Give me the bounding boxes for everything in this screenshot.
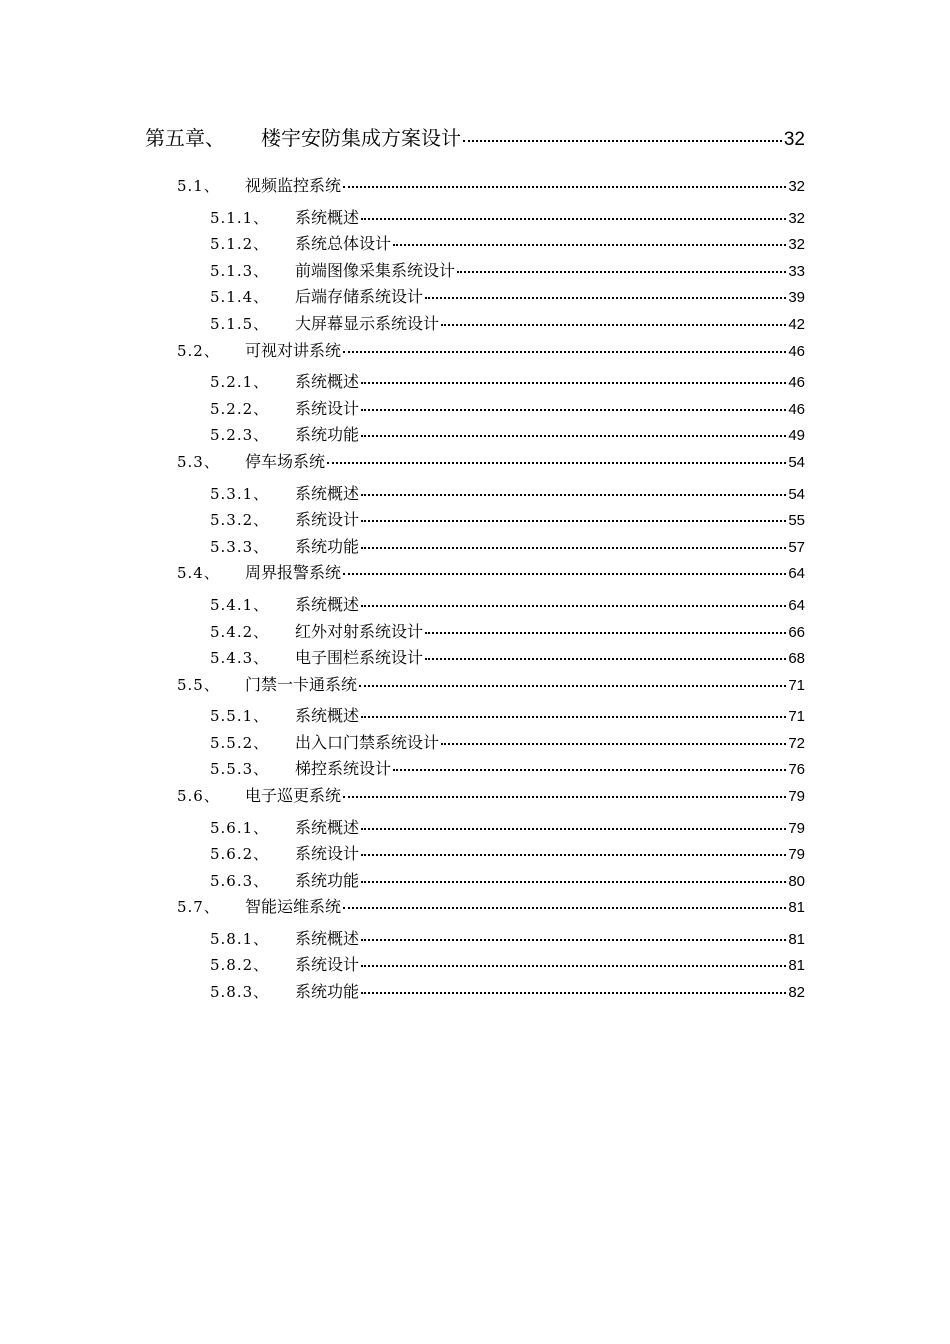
toc-page-number: 81 bbox=[788, 931, 805, 948]
toc-entry-number: 5.3、 bbox=[177, 453, 220, 471]
toc-page-number: 76 bbox=[788, 761, 805, 778]
toc-entry-number: 5.1.1、 bbox=[210, 209, 270, 227]
toc-dot-leader bbox=[361, 881, 786, 883]
toc-subsection-entry[interactable] bbox=[210, 311, 805, 334]
toc-subsection-entry[interactable] bbox=[210, 507, 805, 530]
toc-subsection-entry[interactable] bbox=[210, 730, 805, 753]
toc-page-number: 46 bbox=[788, 343, 805, 360]
toc-section-entry[interactable] bbox=[177, 560, 805, 583]
toc-entry-number: 5.3.3、 bbox=[210, 538, 270, 556]
toc-section-entry[interactable] bbox=[177, 449, 805, 472]
toc-dot-leader bbox=[343, 573, 786, 575]
toc-dot-leader bbox=[327, 462, 786, 464]
toc-entry-title: 系统设计 bbox=[295, 399, 360, 418]
toc-subsection-entry[interactable] bbox=[210, 952, 805, 975]
toc-dot-leader bbox=[425, 632, 786, 634]
toc-section-entry[interactable] bbox=[177, 672, 805, 695]
toc-entry-number: 5.8.1、 bbox=[210, 930, 270, 948]
toc-entry-number: 5.6、 bbox=[177, 787, 220, 805]
toc-section-entry[interactable] bbox=[177, 894, 805, 917]
toc-entry-number: 5.4.3、 bbox=[210, 649, 270, 667]
toc-subsection-entry[interactable] bbox=[210, 396, 805, 419]
toc-entry-number: 5.4.1、 bbox=[210, 596, 270, 614]
toc-entry-number: 5.1.5、 bbox=[210, 315, 270, 333]
toc-entry-title: 系统概述 bbox=[295, 484, 360, 503]
toc-dot-leader bbox=[361, 854, 786, 856]
toc-dot-leader bbox=[361, 547, 786, 549]
toc-subsection-entry[interactable] bbox=[210, 815, 805, 838]
toc-page-number: 39 bbox=[788, 289, 805, 306]
toc-entry-title: 门禁一卡通系统 bbox=[245, 675, 358, 694]
toc-entry-title: 红外对射系统设计 bbox=[295, 622, 424, 641]
toc-page-number: 82 bbox=[788, 984, 805, 1001]
toc-subsection-entry[interactable] bbox=[210, 756, 805, 779]
toc-dot-leader bbox=[343, 907, 786, 909]
toc-page-number: 71 bbox=[788, 708, 805, 725]
toc-page-number: 81 bbox=[788, 957, 805, 974]
toc-subsection-entry[interactable] bbox=[210, 258, 805, 281]
toc-entry-title: 系统功能 bbox=[295, 537, 360, 556]
toc-entry-number: 5.2、 bbox=[177, 342, 220, 360]
toc-page-number: 32 bbox=[788, 236, 805, 253]
toc-entry-number: 5.3.2、 bbox=[210, 511, 270, 529]
toc-page-number: 46 bbox=[788, 401, 805, 418]
toc-entry-title: 系统概述 bbox=[295, 929, 360, 948]
toc-page-number: 72 bbox=[788, 735, 805, 752]
toc-dot-leader bbox=[425, 297, 786, 299]
toc-entry-title: 智能运维系统 bbox=[245, 897, 342, 916]
toc-entry-title: 系统总体设计 bbox=[295, 234, 392, 253]
toc-entry-title: 系统设计 bbox=[295, 844, 360, 863]
toc-page-number: 54 bbox=[788, 454, 805, 471]
toc-page-number: 32 bbox=[788, 210, 805, 227]
toc-dot-leader bbox=[361, 828, 786, 830]
toc-subsection-entry[interactable] bbox=[210, 369, 805, 392]
toc-entry-title: 系统概述 bbox=[295, 706, 360, 725]
toc-page-number: 79 bbox=[788, 846, 805, 863]
toc-entry-number: 5.7、 bbox=[177, 898, 220, 916]
toc-entry-title: 周界报警系统 bbox=[245, 563, 342, 582]
toc-dot-leader bbox=[361, 218, 786, 220]
toc-entry-title: 系统设计 bbox=[295, 510, 360, 529]
toc-dot-leader bbox=[343, 351, 786, 353]
toc-dot-leader bbox=[361, 382, 786, 384]
toc-entry-number: 5.4、 bbox=[177, 564, 220, 582]
toc-entry-title: 后端存储系统设计 bbox=[295, 287, 424, 306]
toc-entry-number: 5.5.3、 bbox=[210, 760, 270, 778]
toc-dot-leader bbox=[463, 140, 782, 142]
toc-entry-number: 5.8.2、 bbox=[210, 956, 270, 974]
toc-dot-leader bbox=[361, 939, 786, 941]
toc-entry-number: 5.2.2、 bbox=[210, 400, 270, 418]
toc-subsection-entry[interactable] bbox=[210, 481, 805, 504]
toc-entry-number: 第五章、 bbox=[145, 126, 225, 150]
toc-entry-title: 系统功能 bbox=[295, 871, 360, 890]
toc-entry-title: 系统功能 bbox=[295, 425, 360, 444]
toc-dot-leader bbox=[441, 324, 786, 326]
toc-subsection-entry[interactable] bbox=[210, 868, 805, 891]
toc-entry-number: 5.1、 bbox=[177, 177, 220, 195]
toc-entry-title: 电子围栏系统设计 bbox=[295, 648, 424, 667]
toc-dot-leader bbox=[393, 769, 786, 771]
toc-page-number: 68 bbox=[788, 650, 805, 667]
toc-entry-title: 前端图像采集系统设计 bbox=[295, 261, 456, 280]
toc-entry-title: 系统设计 bbox=[295, 955, 360, 974]
toc-dot-leader bbox=[361, 716, 786, 718]
toc-page-number: 54 bbox=[788, 486, 805, 503]
toc-entry-number: 5.5、 bbox=[177, 676, 220, 694]
toc-entry-title: 大屏幕显示系统设计 bbox=[295, 314, 440, 333]
toc-dot-leader bbox=[441, 743, 786, 745]
toc-entry-title: 系统概述 bbox=[295, 818, 360, 837]
toc-entry-title: 出入口门禁系统设计 bbox=[295, 733, 440, 752]
toc-entry-title: 梯控系统设计 bbox=[295, 759, 392, 778]
toc-page-number: 42 bbox=[788, 316, 805, 333]
toc-subsection-entry[interactable] bbox=[210, 205, 805, 228]
toc-dot-leader bbox=[361, 494, 786, 496]
toc-subsection-entry[interactable] bbox=[210, 534, 805, 557]
toc-page-number: 57 bbox=[788, 539, 805, 556]
toc-subsection-entry[interactable] bbox=[210, 619, 805, 642]
toc-entry-number: 5.8.3、 bbox=[210, 983, 270, 1001]
toc-entry-number: 5.2.3、 bbox=[210, 426, 270, 444]
toc-subsection-entry[interactable] bbox=[210, 645, 805, 668]
toc-page-number: 55 bbox=[788, 512, 805, 529]
toc-section-entry[interactable] bbox=[177, 783, 805, 806]
toc-page-number: 33 bbox=[788, 263, 805, 280]
toc-entry-number: 5.2.1、 bbox=[210, 373, 270, 391]
toc-entry-number: 5.1.4、 bbox=[210, 288, 270, 306]
toc-entry-title: 可视对讲系统 bbox=[245, 341, 342, 360]
toc-entry-title: 系统功能 bbox=[295, 982, 360, 1001]
toc-page-number: 71 bbox=[788, 677, 805, 694]
toc-page-number: 81 bbox=[788, 899, 805, 916]
toc-entry-number: 5.1.2、 bbox=[210, 235, 270, 253]
toc-subsection-entry[interactable] bbox=[210, 703, 805, 726]
toc-dot-leader bbox=[457, 271, 786, 273]
toc-dot-leader bbox=[343, 186, 786, 188]
toc-dot-leader bbox=[361, 435, 786, 437]
toc-page-number: 32 bbox=[788, 178, 805, 195]
toc-entry-number: 5.6.1、 bbox=[210, 819, 270, 837]
toc-page-number: 46 bbox=[788, 374, 805, 391]
toc-entry-number: 5.6.3、 bbox=[210, 872, 270, 890]
toc-page-number: 64 bbox=[788, 565, 805, 582]
toc-dot-leader bbox=[359, 685, 786, 687]
toc-page-number: 79 bbox=[788, 788, 805, 805]
toc-section-entry[interactable] bbox=[177, 173, 805, 196]
toc-entry-number: 5.1.3、 bbox=[210, 262, 270, 280]
toc-entry-number: 5.5.1、 bbox=[210, 707, 270, 725]
toc-page-number: 64 bbox=[788, 597, 805, 614]
toc-subsection-entry[interactable] bbox=[210, 284, 805, 307]
toc-entry-number: 5.4.2、 bbox=[210, 623, 270, 641]
toc-subsection-entry[interactable] bbox=[210, 979, 805, 1002]
toc-dot-leader bbox=[361, 520, 786, 522]
toc-entry-title: 停车场系统 bbox=[245, 452, 326, 471]
toc-entry-title: 系统概述 bbox=[295, 372, 360, 391]
toc-entry-title: 视频监控系统 bbox=[245, 176, 342, 195]
toc-subsection-entry[interactable] bbox=[210, 231, 805, 254]
toc-entry-title: 系统概述 bbox=[295, 208, 360, 227]
toc-page-number: 49 bbox=[788, 427, 805, 444]
toc-dot-leader bbox=[425, 658, 786, 660]
toc-dot-leader bbox=[361, 409, 786, 411]
toc-dot-leader bbox=[361, 605, 786, 607]
toc-dot-leader bbox=[393, 244, 786, 246]
toc-subsection-entry[interactable] bbox=[210, 926, 805, 949]
toc-entry-number: 5.5.2、 bbox=[210, 734, 270, 752]
toc-page-number: 66 bbox=[788, 624, 805, 641]
toc-dot-leader bbox=[343, 796, 786, 798]
toc-subsection-entry[interactable] bbox=[210, 841, 805, 864]
toc-entry-title: 电子巡更系统 bbox=[245, 786, 342, 805]
toc-page-number: 80 bbox=[788, 873, 805, 890]
toc-page-number: 79 bbox=[788, 820, 805, 837]
toc-entry-title: 楼宇安防集成方案设计 bbox=[261, 126, 461, 150]
toc-page-number: 32 bbox=[783, 129, 805, 150]
toc-dot-leader bbox=[361, 965, 786, 967]
toc-dot-leader bbox=[361, 992, 786, 994]
toc-subsection-entry[interactable] bbox=[210, 592, 805, 615]
toc-section-entry[interactable] bbox=[177, 338, 805, 361]
toc-subsection-entry[interactable] bbox=[210, 422, 805, 445]
toc-entry-number: 5.6.2、 bbox=[210, 845, 270, 863]
toc-chapter-entry[interactable] bbox=[145, 122, 805, 151]
toc-entry-number: 5.3.1、 bbox=[210, 485, 270, 503]
toc-entry-title: 系统概述 bbox=[295, 595, 360, 614]
